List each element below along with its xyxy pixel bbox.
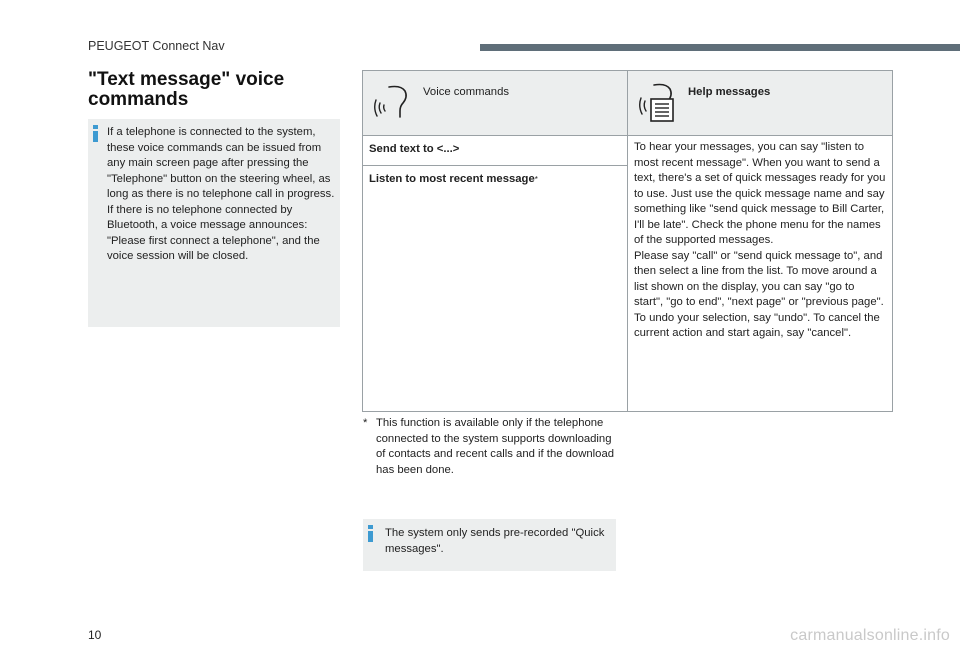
- info-box-telephone: [88, 119, 340, 327]
- command-listen-recent: [363, 166, 628, 412]
- voice-commands-header-label: Voice commands: [423, 86, 510, 98]
- header-bar: [480, 44, 960, 51]
- voice-commands-table: [362, 70, 893, 412]
- footnote-text: This function is available only if the telephone connected to the system supports downloading of contacts and recent calls and if the download has been done.: [376, 417, 615, 476]
- watermark: carmanualsonline.info: [790, 627, 950, 644]
- command-label: Send text to <...>: [369, 143, 460, 155]
- voice-commands-header: [363, 71, 628, 136]
- info-box-text: If a telephone is connected to the system, these voice commands can be issued from any main screen page after pressing the "Telephone" button on the steering wheel, as long as there is no telephone call in progress. If there is no telephone connected by Bluetooth, a voice message announces: "Please first connect a telephone", and the voice session will be closed.: [107, 126, 335, 262]
- info-icon: [93, 125, 99, 141]
- command-send-text: [363, 136, 628, 166]
- info-icon: [368, 525, 374, 541]
- footnote-star: *: [363, 417, 368, 429]
- header-title: PEUGEOT Connect Nav: [88, 39, 225, 53]
- footnote-marker: *: [534, 175, 538, 184]
- footnote: [363, 416, 623, 478]
- help-message-text: To hear your messages, you can say "listen to most recent message". When you want to send a text, there's a set of quick messages ready for you to use. Just use the quick message name and say something like "send quick message to Bill Carter, I'll be late". Check the phone menu for the names of the supported messages. Please say "call" or "send quick message to", and then select a line from the list. To move around a list shown on the display, you can say "go to start", "go to end", "next page" or "previous page". To undo your selection, say "undo". To cancel the current action and start again, say "cancel".: [628, 136, 893, 412]
- section-title: "Text message" voice commands: [88, 69, 285, 110]
- info-box-quick-messages: [363, 519, 616, 571]
- help-messages-icon: [638, 81, 676, 123]
- voice-command-icon: [373, 81, 411, 123]
- page-number: 10: [88, 628, 102, 642]
- help-messages-header-label: Help messages: [688, 86, 771, 98]
- info-box-text: The system only sends pre-recorded "Quick messages".: [385, 527, 605, 555]
- command-label: Listen to most recent message: [369, 173, 535, 185]
- help-messages-header: [628, 71, 893, 136]
